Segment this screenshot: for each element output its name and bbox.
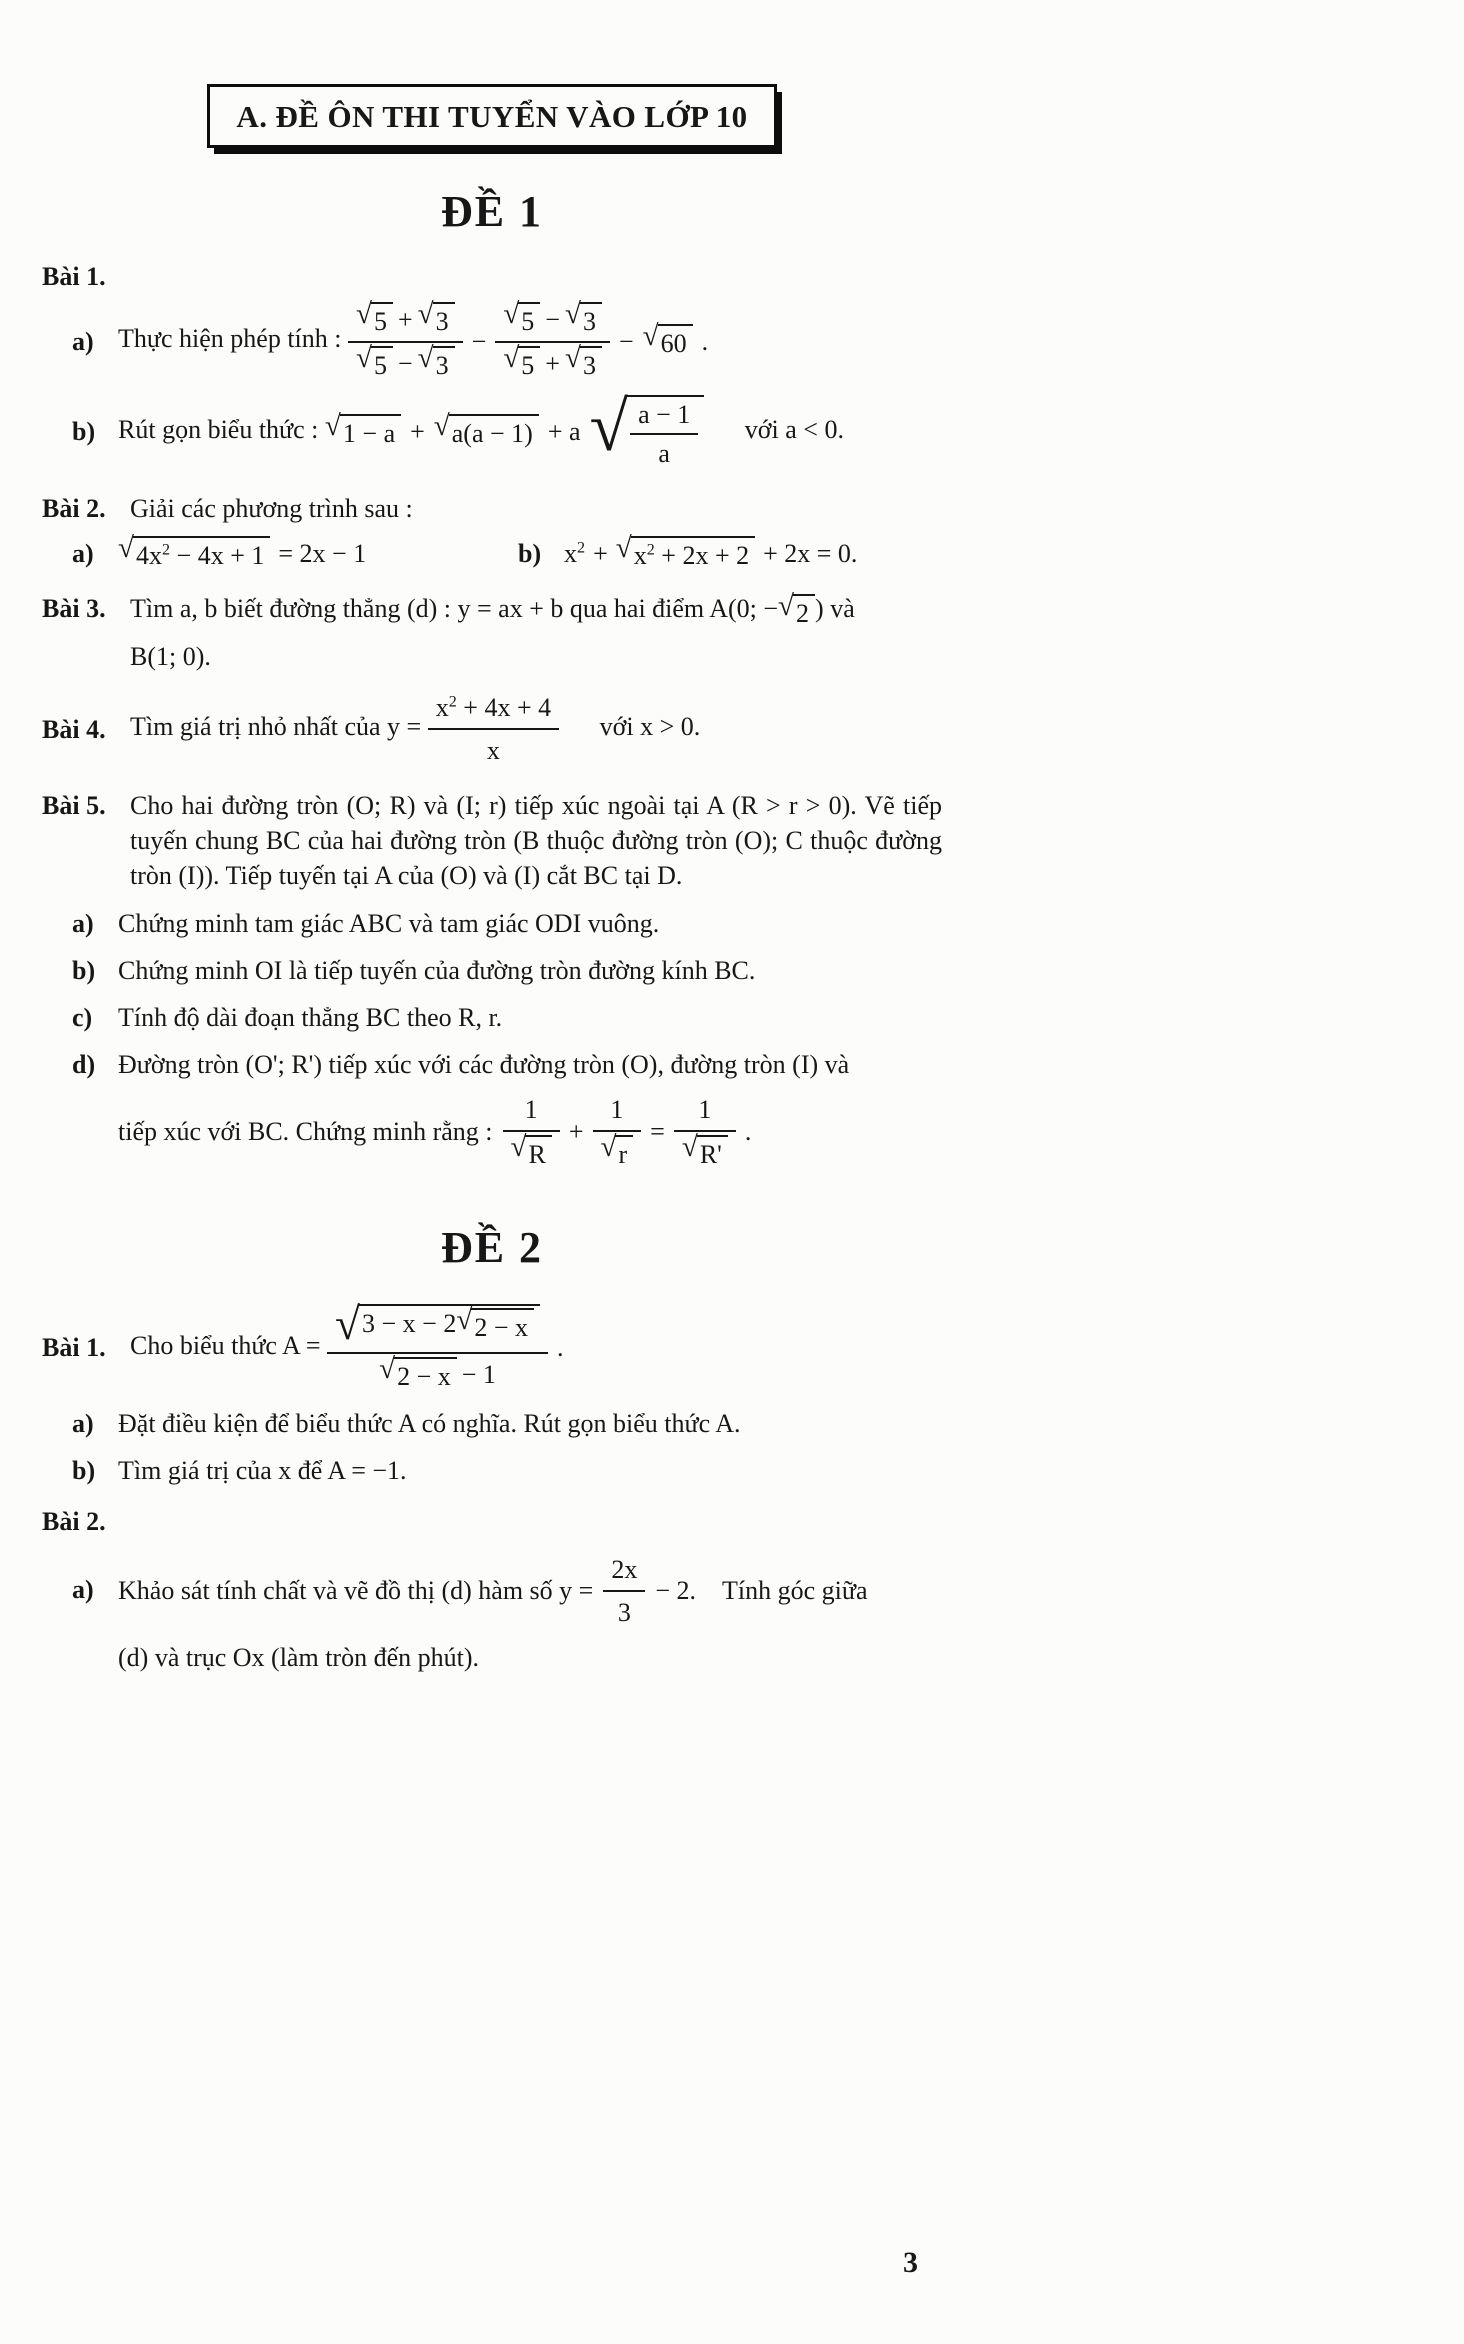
fraction-numerator <box>495 298 610 340</box>
radical-sign: √ <box>356 341 372 374</box>
sqrt-radical <box>510 1131 552 1170</box>
item-label: c) <box>72 1002 93 1032</box>
radical-sign: √ <box>615 532 632 565</box>
fraction <box>593 1092 642 1170</box>
fraction-denominator: a <box>630 433 698 469</box>
radicand: R' <box>697 1135 728 1170</box>
item-text: Rút gọn biểu thức : <box>118 414 319 444</box>
fraction-denominator: x <box>428 728 559 768</box>
radicand <box>359 1304 540 1344</box>
sqrt-radical <box>642 319 693 359</box>
sqrt-radical <box>503 341 540 381</box>
fraction-numerator: 1 <box>524 1094 538 1124</box>
item-label: a) <box>72 908 94 938</box>
de1-bai4 <box>42 690 942 768</box>
problem-text: Tìm a, b biết đường thẳng (d) : y = ax + b qua hai điểm A(0; − <box>130 594 779 624</box>
item-label: b) <box>72 1456 96 1486</box>
radicand: 5 <box>518 346 540 381</box>
equation-rhs: = 2x − 1 <box>278 539 367 569</box>
sqrt-radical <box>456 1304 534 1343</box>
term <box>564 536 585 571</box>
radicand: 5 <box>371 346 393 381</box>
exponent: 2 <box>161 541 171 559</box>
sqrt-radical <box>118 532 270 571</box>
punctuation: . <box>701 326 709 356</box>
term: − 4x + 1 <box>170 541 265 571</box>
sqrt-radical <box>600 1131 634 1170</box>
fraction-numerator: a − 1 <box>638 399 691 429</box>
item-label: b) <box>518 539 542 569</box>
fraction <box>348 298 463 380</box>
sqrt-radical <box>417 298 455 337</box>
item-label: a) <box>72 1409 94 1439</box>
expression-line <box>118 1092 942 1170</box>
sqrt-radical <box>335 1297 540 1350</box>
operator: + <box>545 348 560 378</box>
radical-sign: √ <box>564 341 581 374</box>
section-header-box <box>207 84 776 148</box>
de1-bai1-head <box>42 259 942 294</box>
radical-sign: √ <box>564 298 581 331</box>
item-text: Chứng minh OI là tiếp tuyến của đường tròn đường kính BC. <box>118 955 756 985</box>
math-expression <box>324 387 704 469</box>
item-text: Tìm giá trị của x để A = −1. <box>118 1456 407 1486</box>
radicand <box>627 395 704 469</box>
equation-b <box>564 532 858 571</box>
de1-title: ĐỀ 1 <box>440 186 544 236</box>
fraction <box>495 298 610 380</box>
item-text-continued: (d) và trục Ox (làm tròn đến phút). <box>118 1642 480 1672</box>
problem-body <box>130 591 942 674</box>
item-label: a) <box>72 539 94 569</box>
fraction <box>503 1092 560 1170</box>
item-text: Đặt điều kiện để biểu thức A có nghĩa. Rút gọn biểu thức A. <box>118 1409 741 1439</box>
radical-sign: √ <box>379 1353 396 1386</box>
item-text: Thực hiện phép tính : <box>118 324 342 354</box>
item-body <box>118 1552 942 1675</box>
operator: − <box>471 326 487 356</box>
expression-line <box>130 589 855 628</box>
page-number: 3 <box>903 2246 918 2279</box>
term: 3 − x − 2 <box>362 1308 457 1338</box>
fraction <box>327 1297 548 1393</box>
fraction-numerator: 1 <box>698 1094 712 1124</box>
equation-a <box>118 532 518 571</box>
de1-bai5-item-a <box>72 906 942 941</box>
operator: + <box>397 305 413 335</box>
operator: + <box>568 1116 584 1146</box>
operator: + <box>410 417 425 447</box>
problem-label: Bài 2. <box>42 1507 106 1537</box>
item-text: Tính độ dài đoạn thẳng BC theo R, r. <box>118 1002 503 1032</box>
radicand: 3 <box>433 346 455 381</box>
item-text: − 2. <box>655 1576 697 1606</box>
sqrt-radical <box>324 410 401 449</box>
operator: − <box>618 326 634 356</box>
de2-bai1-item-b <box>72 1453 942 1488</box>
expression-line <box>118 298 709 380</box>
sqrt-radical <box>356 298 393 337</box>
problem-label: Bài 5. <box>42 791 106 821</box>
radicand: 2 − x <box>471 1308 534 1343</box>
radical-sign: √ <box>118 532 134 565</box>
item-body <box>118 298 942 380</box>
math-expression <box>327 1297 564 1393</box>
expression-line <box>118 387 844 468</box>
item-body <box>118 1047 942 1170</box>
item-label: b) <box>72 417 96 447</box>
radical-sign: √ <box>503 341 520 374</box>
radicand: r <box>615 1135 633 1170</box>
problem-text: ) và <box>815 594 855 624</box>
item-label: a) <box>72 1574 94 1604</box>
problem-label: Bài 3. <box>42 594 106 624</box>
sqrt-radical <box>379 1353 457 1392</box>
term <box>436 690 551 725</box>
radicand: 5 <box>371 302 393 337</box>
problem-text-continued: B(1; 0). <box>130 641 211 671</box>
radicand: R <box>525 1135 551 1170</box>
sqrt-radical <box>417 341 455 381</box>
item-text: Đường tròn (O'; R') tiếp xúc với các đường tròn (O), đường tròn (I) và <box>118 1049 850 1079</box>
sqrt-radical <box>356 341 393 381</box>
radicand: 3 <box>433 302 455 337</box>
problem-text: Giải các phương trình sau : <box>130 494 413 524</box>
exponent: 2 <box>448 693 457 711</box>
radicand: 3 <box>580 302 602 337</box>
fraction <box>674 1092 736 1170</box>
de2-bai2-head <box>42 1504 942 1539</box>
item-label: b) <box>72 955 96 985</box>
radical-sign: √ <box>642 319 659 352</box>
problem-label: Bài 4. <box>42 714 106 744</box>
de1-bai1-item-b <box>72 387 942 469</box>
de1-bai2-head <box>42 491 942 526</box>
term: x <box>633 541 647 571</box>
radical-sign: √ <box>433 410 450 443</box>
de1-bai5-item-c <box>72 1000 942 1035</box>
equation-tail: + 2x = 0. <box>763 539 858 569</box>
radicand: 1 − a <box>340 414 401 449</box>
fraction-denominator <box>674 1130 736 1170</box>
term: + 2x + 2 <box>654 541 750 571</box>
expression-line <box>130 693 701 766</box>
radicand: a(a − 1) <box>449 414 539 449</box>
de2-bai1 <box>42 1297 942 1393</box>
radicand: 60 <box>658 324 693 359</box>
operator: = <box>650 1116 665 1146</box>
fraction-denominator <box>503 1130 560 1170</box>
problem-body <box>130 1297 942 1393</box>
fraction-denominator <box>593 1130 642 1170</box>
radical-sign: √ <box>681 1131 698 1164</box>
term: − 1 <box>461 1360 496 1390</box>
problem-text: Cho hai đường tròn (O; R) và (I; r) tiếp xúc ngoài tại A (R > r > 0). Vẽ tiếp tuyến chung BC của hai đường tròn (B thuộc đường tròn (O); C thuộc đường tròn (I)). Tiếp tuyến tại A của (O) và (I) cắt BC tại D. <box>130 791 942 891</box>
problem-text: Cho biểu thức A = <box>130 1330 321 1360</box>
item-text: Tính góc giữa <box>722 1576 868 1606</box>
item-text: Khảo sát tính chất và vẽ đồ thị (d) hàm số y = <box>118 1576 594 1606</box>
item-text: Chứng minh tam giác ABC và tam giác ODI vuông. <box>118 908 660 938</box>
expression-line <box>118 1552 942 1630</box>
radical-sign: √ <box>417 341 434 374</box>
fraction-denominator <box>495 341 610 381</box>
sqrt-radical <box>433 410 539 449</box>
expression-line <box>130 1297 564 1392</box>
radical-sign: √ <box>356 298 372 331</box>
problem-text: Tìm giá trị nhỏ nhất của y = <box>130 712 422 742</box>
operator: − <box>545 305 560 335</box>
de2-bai2-item-a <box>72 1552 942 1675</box>
sqrt-radical <box>589 387 705 469</box>
term: x <box>564 539 577 569</box>
sqrt-radical <box>503 298 540 337</box>
sqrt-radical <box>564 341 602 381</box>
fraction-numerator <box>348 298 463 340</box>
radical-sign: √ <box>510 1131 527 1164</box>
de2-title: ĐỀ 2 <box>440 1223 544 1273</box>
de1-bai5-item-b <box>72 953 942 988</box>
fraction-numerator: 1 <box>610 1094 624 1124</box>
fraction <box>428 690 559 768</box>
punctuation: . <box>744 1116 752 1146</box>
page-content <box>42 0 942 1675</box>
radicand: 5 <box>518 302 540 337</box>
de1-bai1-item-a <box>72 298 942 380</box>
math-expression <box>428 690 559 768</box>
fraction-denominator <box>348 341 463 381</box>
sqrt-radical <box>778 589 815 629</box>
problem-label: Bài 2. <box>42 494 106 524</box>
item-body <box>118 387 942 469</box>
sqrt-radical <box>564 298 602 337</box>
fraction-denominator <box>327 1352 548 1392</box>
fraction-numerator <box>428 690 559 728</box>
radicand: 3 <box>580 346 602 381</box>
exponent: 2 <box>646 541 655 559</box>
fraction <box>603 1552 645 1630</box>
operator: + a <box>547 417 581 447</box>
math-expression <box>348 298 709 380</box>
sqrt-radical <box>615 532 755 571</box>
fraction-numerator <box>327 1297 548 1353</box>
radicand <box>631 536 755 571</box>
item-label: a) <box>72 326 94 356</box>
de1-bai5 <box>42 788 942 893</box>
radical-sign: √ <box>778 589 795 622</box>
punctuation: . <box>557 1333 564 1363</box>
problem-label: Bài 1. <box>42 262 106 292</box>
operator: − <box>397 348 413 378</box>
exponent: 2 <box>577 539 586 557</box>
radicand <box>133 536 270 571</box>
radical-sign: √ <box>503 298 520 331</box>
de1-bai3 <box>42 591 942 674</box>
problem-label: Bài 1. <box>42 1333 106 1363</box>
section-header-title: A. ĐỀ ÔN THI TUYỂN VÀO LỚP 10 <box>236 99 748 134</box>
radical-sign: √ <box>324 410 341 443</box>
condition-text: với x > 0. <box>599 712 701 742</box>
de1-bai5-item-d <box>72 1047 942 1170</box>
item-label: d) <box>72 1049 96 1079</box>
de2-bai1-item-a <box>72 1406 942 1441</box>
item-text: tiếp xúc với BC. Chứng minh rằng : <box>118 1116 493 1146</box>
radicand: 2 − x <box>394 1357 457 1392</box>
radical-sign: √ <box>456 1304 473 1337</box>
condition-text: với a < 0. <box>744 414 844 444</box>
term: 4x <box>135 541 162 571</box>
radical-sign: √ <box>335 1297 361 1349</box>
sqrt-radical <box>681 1131 728 1170</box>
de1-bai2-equations <box>72 532 942 571</box>
fraction-numerator: 2x <box>611 1554 638 1584</box>
radical-sign: √ <box>600 1131 617 1164</box>
radicand: 2 <box>793 594 815 629</box>
fraction-denominator: 3 <box>603 1590 645 1630</box>
problem-body <box>130 690 942 768</box>
term: + 4x + 4 <box>456 693 552 723</box>
radical-sign: √ <box>417 298 434 331</box>
operator: + <box>593 539 608 569</box>
radical-sign: √ <box>589 387 629 466</box>
term: x <box>435 693 449 723</box>
math-expression <box>503 1092 752 1170</box>
fraction <box>630 399 698 469</box>
